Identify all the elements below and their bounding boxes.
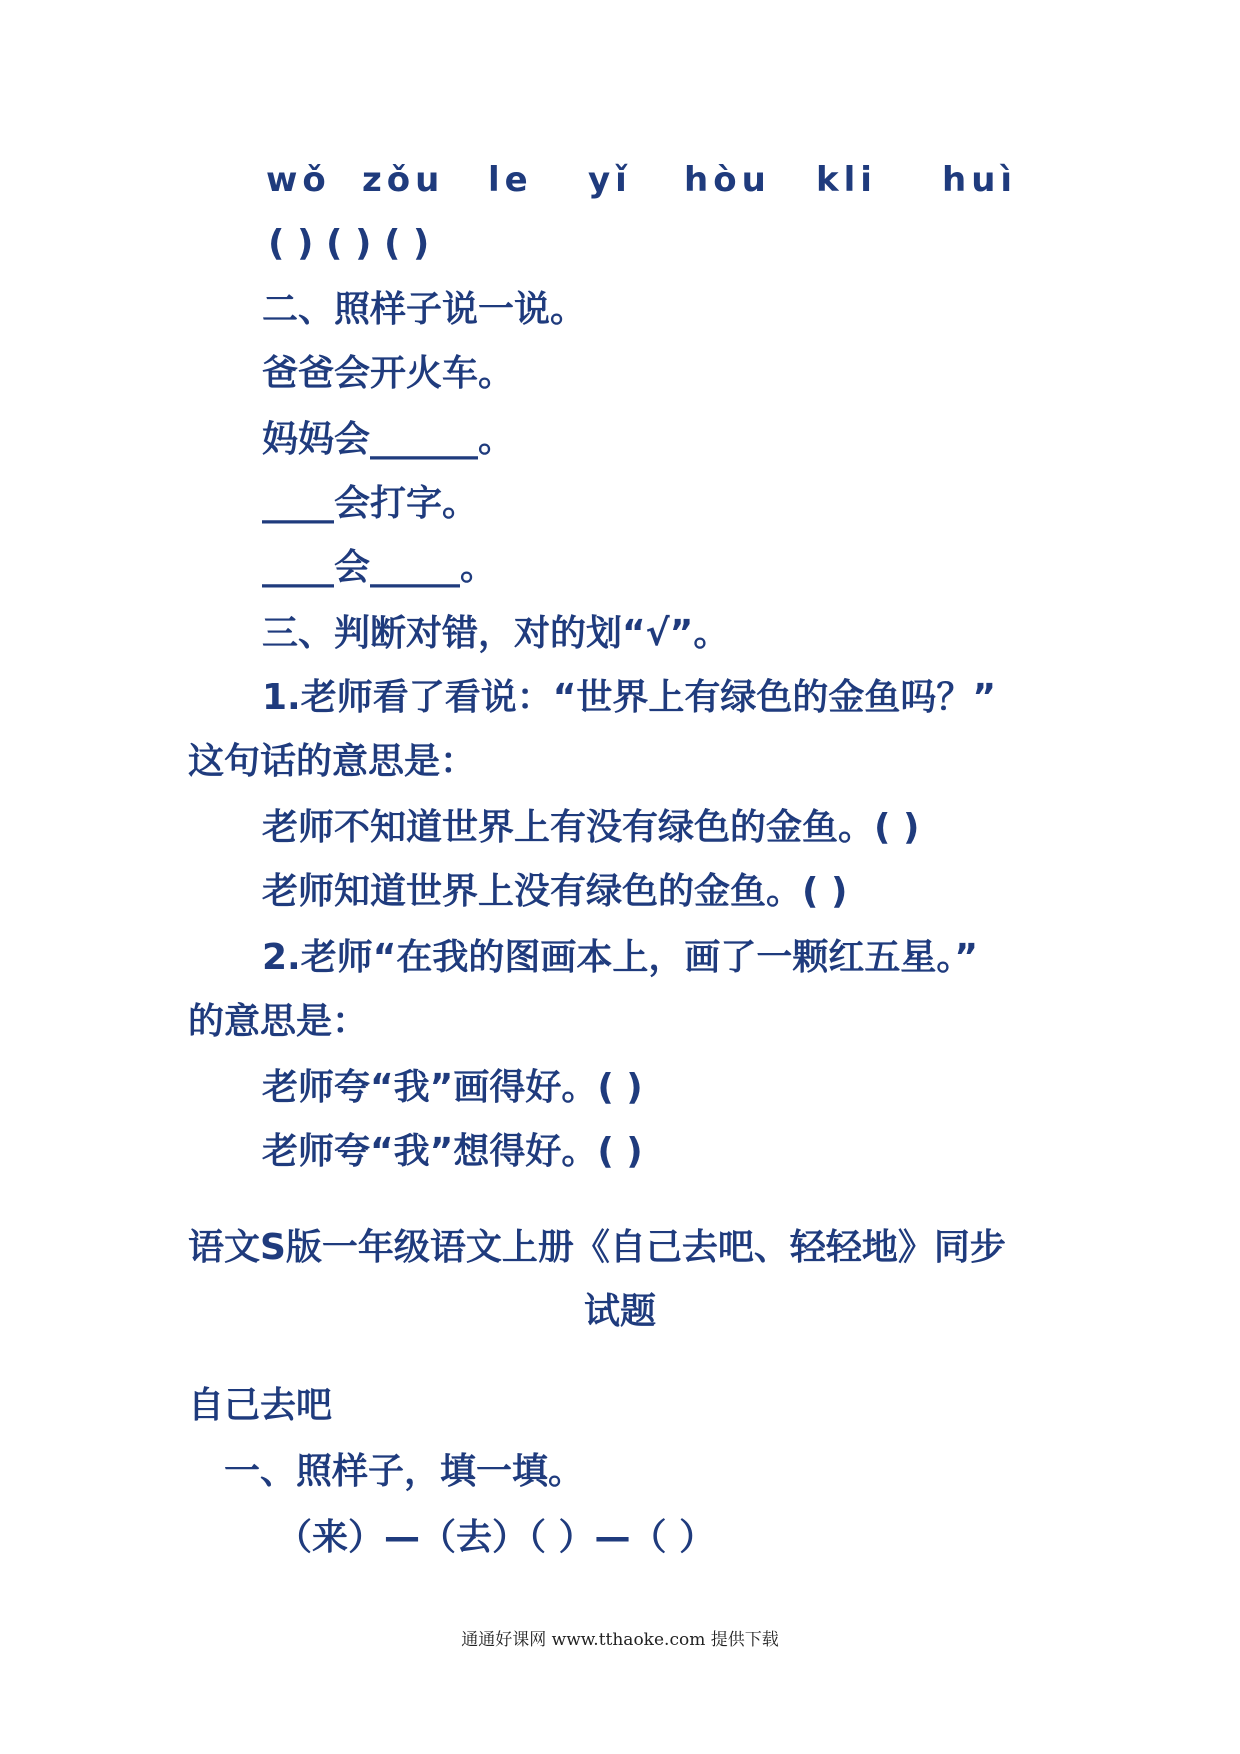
worksheet-title-continued: 试题: [583, 1291, 656, 1332]
pinyin-syllable: wǒ: [266, 160, 331, 200]
pinyin-syllable: huì: [942, 160, 1018, 200]
pinyin-syllable: kli: [816, 160, 877, 200]
answer-option: 老师知道世界上没有绿色的金鱼。( ): [262, 871, 848, 912]
blank-parentheses: ( ) ( ) ( ): [268, 223, 430, 264]
question-one: 1.老师看了看说：“世界上有绿色的金鱼吗？”: [262, 677, 997, 718]
fill-sentence: ____会打字。: [262, 483, 479, 524]
answer-option: 老师夸“我”画得好。( ): [262, 1067, 643, 1108]
section-two-title: 二、照样子说一说。: [262, 289, 587, 330]
question-one-continued: 这句话的意思是：: [188, 741, 477, 782]
section-one-title: 一、照样子，填一填。: [224, 1451, 585, 1492]
footer-credit: 通通好课网 www.tthaoke.com 提供下载: [461, 1630, 779, 1650]
pinyin-syllable: yǐ: [588, 160, 632, 200]
answer-option: 老师不知道世界上有没有绿色的金鱼。( ): [262, 807, 920, 848]
pinyin-syllable: zǒu: [362, 160, 445, 200]
answer-option: 老师夸“我”想得好。( ): [262, 1131, 643, 1172]
question-two-continued: 的意思是：: [188, 1001, 369, 1042]
pinyin-syllable: le: [488, 160, 533, 200]
fill-sentence: 妈妈会______。: [262, 419, 515, 460]
pinyin-syllable: hòu: [684, 160, 771, 200]
lesson-subheading: 自己去吧: [188, 1385, 333, 1426]
question-two: 2.老师“在我的图画本上，画了一颗红五星。”: [262, 937, 979, 978]
section-three-title: 三、判断对错，对的划“√”。: [262, 613, 730, 654]
pinyin-row: [266, 160, 1066, 204]
fill-sentence: ____会_____。: [262, 547, 497, 588]
worksheet-title: 语文S版一年级语文上册《自己去吧、轻轻地》同步: [188, 1227, 1006, 1268]
example-sentence: 爸爸会开火车。: [262, 353, 515, 394]
antonym-example: （来）—（去）（ ）—（ ）: [276, 1517, 716, 1558]
